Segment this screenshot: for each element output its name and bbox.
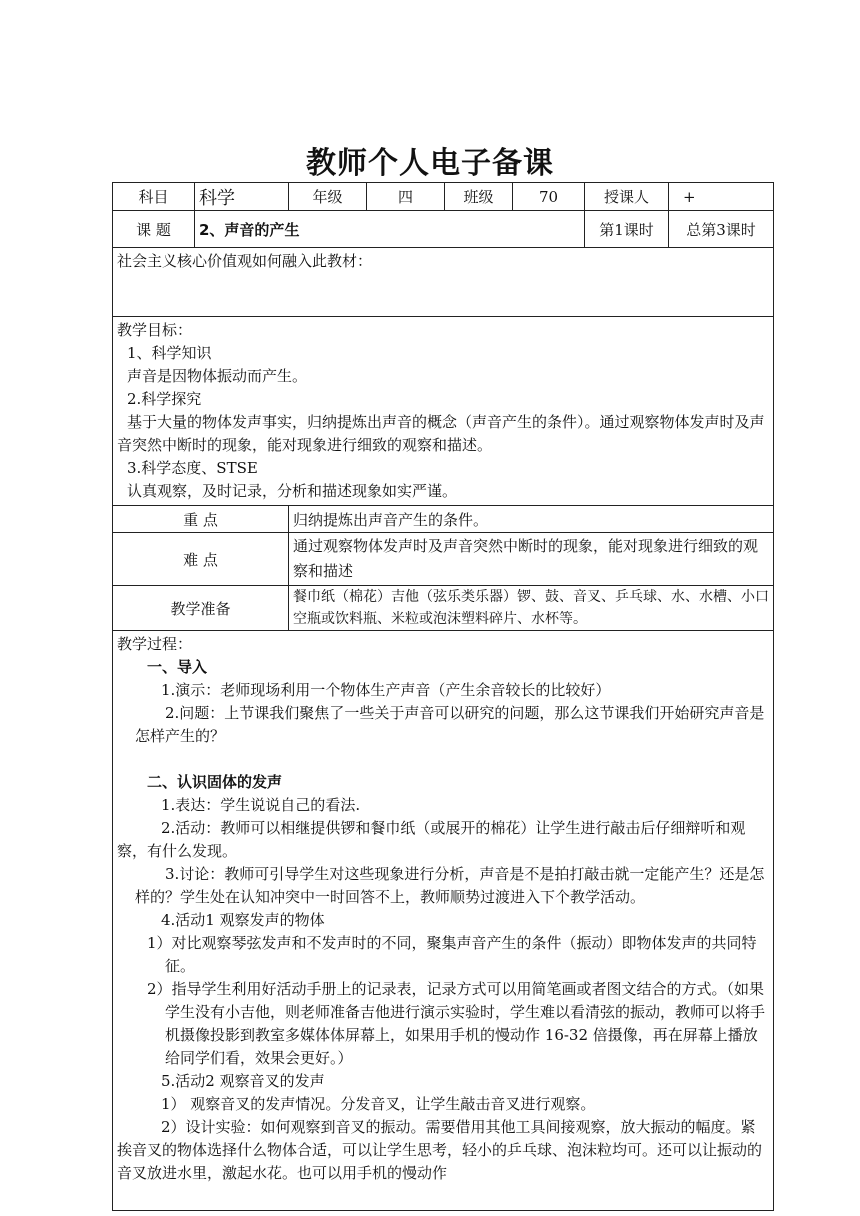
activity1-paragraph-1: 1）对比观察琴弦发声和不发声时的不同，聚集声音产生的条件（振动）即物体发声的共同特征。 (147, 934, 757, 975)
header-row (113, 183, 774, 211)
activity2-paragraph-2: 2）设计实验：如何观察到音叉的振动。需要借用其他工具间接观察，放大振动的幅度。紧挨音叉的物体选择什么物体合适，可以让学生思考，轻小的乒乓球、泡沫粒均可。还可以让振动的音叉放进水里，激起水花。也可以用手机的慢动作 (117, 1118, 763, 1182)
values-row (113, 248, 774, 317)
objectives-heading: 教学目标： (117, 321, 193, 339)
knowledge-text: 声音是因物体振动而产生。 (127, 367, 308, 385)
page-title: 教师个人电子备课 (306, 146, 554, 181)
activity1-paragraph-2: 2）指导学生利用好活动手册上的记录表，记录方式可以用简笔画或者图文结合的方式。（如果学生没有小吉他，则老师准备吉他进行演示实验时，学生难以看清弦的振动，教师可以将手机摄像投影到教室多媒体体屏幕上，如果用手机的慢动作 16-32 倍摄像，再在屏幕上播放给同学们看，效果会更好。） (147, 980, 766, 1067)
lesson-total: 总第3课时 (669, 211, 774, 248)
subject-label: 科目 (113, 183, 195, 211)
key-point-row (113, 506, 774, 533)
lesson-plan-table (112, 182, 774, 1211)
preparation-label: 教学准备 (113, 586, 289, 631)
intro-paragraph-2: 2.问题：上节课我们聚焦了一些关于声音可以研究的问题，那么这节课我们开始研究声音是怎样产生的？ (135, 704, 765, 745)
section-solid-title: 二、认识固体的发声 (147, 773, 283, 791)
values-question: 社会主义核心价值观如何融入此教材： (113, 248, 774, 317)
class-value: 70 (513, 183, 585, 211)
inquiry-text: 基于大量的物体发声事实，归纳提炼出声音的概念（声音产生的条件）。通过观察物体发声时及声音突然中断时的现象，能对现象进行细致的观察和描述。 (117, 413, 765, 454)
teacher-label: 授课人 (585, 183, 669, 211)
intro-paragraph-1: 1.演示：老师现场利用一个物体生产声音（产生余音较长的比较好） (161, 681, 611, 699)
attitude-text: 认真观察，及时记录，分析和描述现象如实严谨。 (127, 482, 458, 500)
section-intro-title: 一、导入 (147, 658, 208, 676)
attitude-title: 3.科学态度、STSE (127, 459, 258, 477)
process-row (113, 631, 774, 1211)
key-point-value: 归纳提炼出声音产生的条件。 (289, 506, 774, 533)
preparation-value: 餐巾纸（棉花）吉他（弦乐类乐器）锣、鼓、音叉、乒乓球、水、水槽、小口空瓶或饮料瓶、米粒或泡沫塑料碎片、水杯等。 (289, 586, 774, 631)
difficulty-label: 难 点 (113, 533, 289, 586)
grade-label: 年级 (289, 183, 367, 211)
teacher-value: + (669, 183, 774, 211)
subject-value: 科学 (195, 183, 289, 211)
solid-paragraph-1: 1.表达：学生说说自己的看法. (161, 796, 361, 814)
inquiry-title: 2.科学探究 (127, 390, 202, 408)
activity1-title: 4.活动1 观察发声的物体 (161, 911, 325, 929)
solid-paragraph-3: 3.讨论：教师可引导学生对这些现象进行分析，声音是不是拍打敲击就一定能产生？还是怎样的？学生处在认知冲突中一时回答不上，教师顺势过渡进入下个教学活动。 (135, 865, 765, 906)
activity2-paragraph-1: 1） 观察音叉的发声情况。分发音叉，让学生敲击音叉进行观察。 (161, 1095, 596, 1113)
lesson-title: 2、声音的产生 (195, 211, 585, 248)
difficulty-value: 通过观察物体发声时及声音突然中断时的现象，能对现象进行细致的观察和描述 (289, 533, 774, 586)
class-label: 班级 (445, 183, 513, 211)
objectives-row (113, 317, 774, 506)
lesson-session: 第1课时 (585, 211, 669, 248)
activity2-title: 5.活动2 观察音叉的发声 (161, 1072, 325, 1090)
lesson-label: 课 题 (113, 211, 195, 248)
difficulty-row (113, 533, 774, 586)
process-block (113, 631, 774, 1211)
process-heading: 教学过程： (117, 635, 193, 653)
grade-value: 四 (367, 183, 445, 211)
solid-paragraph-2: 2.活动：教师可以相继提供锣和餐巾纸（或展开的棉花）让学生进行敲击后仔细辩听和观察，有什么发现。 (117, 819, 746, 860)
key-point-label: 重 点 (113, 506, 289, 533)
knowledge-title: 1、科学知识 (127, 344, 212, 362)
lesson-row (113, 211, 774, 248)
objectives-block (113, 317, 774, 506)
preparation-row (113, 586, 774, 631)
